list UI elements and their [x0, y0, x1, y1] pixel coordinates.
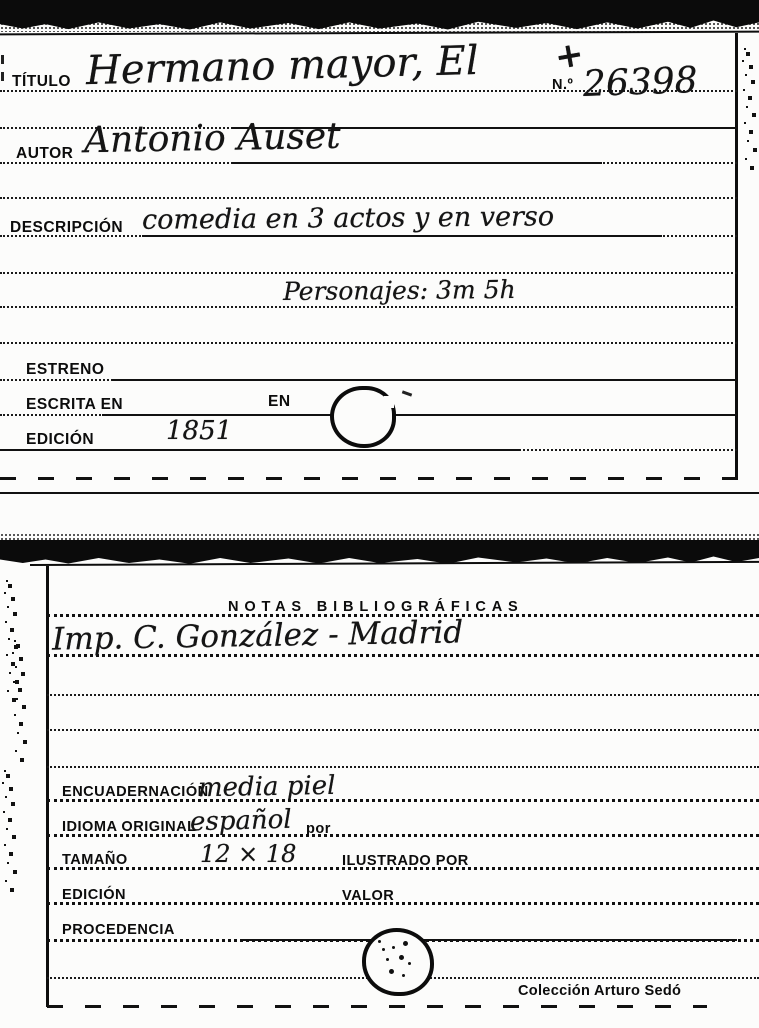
- descripcion-value: comedia en 3 actos y en verso: [141, 201, 555, 236]
- rule-line: [0, 197, 737, 199]
- rule-line: [232, 162, 602, 164]
- scan-noise-strip: [0, 533, 759, 543]
- cross-mark: +: [551, 33, 587, 79]
- ilustrado-por-label: ILUSTRADO POR: [342, 852, 469, 869]
- card1-right-edge: [735, 33, 738, 480]
- rule-line: [47, 902, 759, 905]
- scan-speckle: [4, 770, 6, 772]
- scan-mark: [1, 55, 4, 64]
- rule-line: [0, 306, 737, 308]
- rule-line: [47, 766, 759, 768]
- tamano-label: TAMAÑO: [62, 851, 128, 868]
- valor-label: VALOR: [342, 887, 395, 904]
- rule-line: [0, 272, 737, 274]
- estreno-label: ESTRENO: [26, 361, 105, 378]
- stamp-circle-gap: [384, 396, 394, 408]
- scan-speckle: [14, 640, 16, 642]
- card1-bottom-dashed-edge: [0, 477, 737, 480]
- personajes-value: Personajes: 3m 5h: [282, 274, 516, 307]
- numero-value: 26398: [582, 60, 699, 105]
- rule-line: [47, 729, 759, 731]
- autor-label: AUTOR: [16, 145, 74, 162]
- stamp-stray-mark: [402, 390, 412, 396]
- stamp-ink-dots: [378, 940, 381, 943]
- descripcion-label: DESCRIPCIÓN: [10, 219, 124, 236]
- procedencia-label: PROCEDENCIA: [62, 921, 175, 938]
- escrita-en-label: ESCRITA EN: [26, 396, 124, 413]
- card2-bottom-edge: [47, 1005, 707, 1008]
- idioma-original-value: español: [189, 804, 292, 838]
- scan-mark: [1, 72, 4, 81]
- edicion-value: 1851: [166, 416, 233, 446]
- notas-bibliograficas-header: NOTAS BIBLIOGRÁFICAS: [228, 598, 524, 615]
- autor-value: Antonio Auset: [83, 115, 341, 162]
- rule-line: [142, 235, 662, 237]
- idioma-original-label: IDIOMA ORIGINAL: [62, 818, 197, 835]
- stamp-circle-2: [362, 928, 434, 996]
- scan-speckle: [6, 580, 8, 582]
- encuadernacion-label: ENCUADERNACIÓN: [62, 783, 209, 800]
- en-label: EN: [268, 393, 291, 410]
- titulo-label: TÍTULO: [12, 73, 71, 90]
- scan-speckle: [744, 48, 746, 50]
- edicion-label: EDICIÓN: [26, 431, 95, 448]
- rule-line: [0, 342, 737, 344]
- encuadernacion-value: media piel: [197, 770, 336, 804]
- tamano-value: 12 × 18: [200, 840, 297, 868]
- titulo-value: Hermano mayor, El: [85, 37, 480, 95]
- edicion2-label: EDICIÓN: [62, 886, 127, 903]
- card-separator-line: [0, 492, 759, 494]
- por-label: por: [306, 820, 331, 837]
- rule-line: [47, 694, 759, 696]
- coleccion-footer: Colección Arturo Sedó: [518, 982, 682, 999]
- rule-line: [0, 449, 520, 451]
- rule-line: [112, 379, 737, 381]
- notas-value: Imp. C. González - Madrid: [51, 614, 464, 658]
- numero-label: N.º: [552, 76, 574, 93]
- rule-line: [240, 939, 737, 941]
